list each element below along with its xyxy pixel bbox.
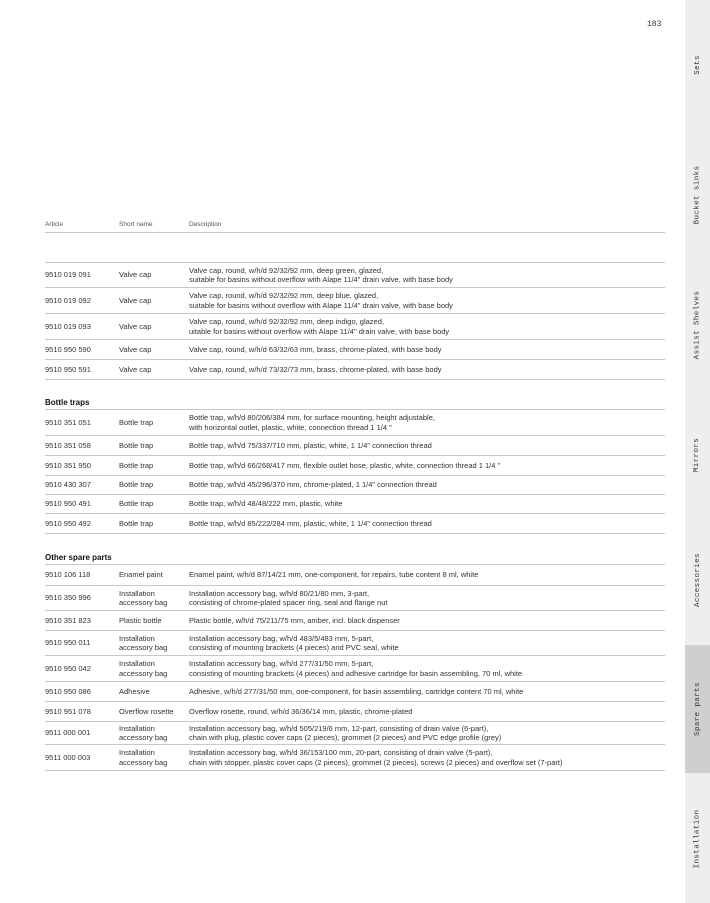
table-row: [45, 476, 665, 495]
short-name: Valve cap: [119, 270, 152, 280]
description: Installation accessory bag, w/h/d 483/5/483 mm, 5-part, consisting of mounting brackets (4 pieces) and PVC seal, white: [189, 633, 399, 652]
table-row: [45, 631, 665, 656]
table-row: [45, 360, 665, 380]
short-name: Bottle trap: [119, 460, 154, 470]
short-name: Installation accessory bag: [119, 723, 168, 742]
table-row: [45, 263, 665, 288]
article-number: 9510 351 950: [45, 460, 91, 470]
table-row: [45, 565, 665, 586]
table-row: [45, 410, 665, 436]
sidebar-tab-sets[interactable]: [685, 0, 710, 130]
sidebar-tab-mirrors[interactable]: [685, 390, 710, 520]
description: Bottle trap, w/h/d 75/337/710 mm, plastic, white, 1 1/4" connection thread: [189, 440, 432, 450]
article-number: 9510 106 118: [45, 570, 91, 580]
table-row: [45, 288, 665, 314]
article-number: 9510 351 823: [45, 615, 91, 625]
short-name: Bottle trap: [119, 417, 154, 427]
short-name: Enamel paint: [119, 570, 163, 580]
article-number: 9510 950 011: [45, 638, 91, 648]
table-row: [45, 514, 665, 534]
description: Bottle trap, w/h/d 66/268/417 mm, flexible outlet hose, plastic, white, connection thread 1 1/4 ": [189, 460, 501, 470]
header-article: Article: [45, 221, 64, 228]
sidebar-tab-assist-shelves[interactable]: [685, 260, 710, 390]
table-row: [45, 722, 665, 745]
short-name: Bottle trap: [119, 480, 154, 490]
short-name: Installation accessory bag: [119, 659, 168, 678]
header-description: Description: [189, 221, 222, 228]
description: Valve cap, round, w/h/d 92/32/92 mm, deep blue, glazed, suitable for basins without overflow with Alape 11/4" drain valve, with base body: [189, 291, 453, 310]
section-title-other-spare-parts: Other spare parts: [45, 553, 112, 562]
table-row: [45, 745, 665, 771]
header-short-name: Short name: [119, 221, 153, 228]
description: Bottle trap, w/h/d 45/296/370 mm, chrome-plated, 1 1/4" connection thread: [189, 480, 437, 490]
short-name: Installation accessory bag: [119, 588, 168, 607]
description: Valve cap, round, w/h/d 92/32/92 mm, deep indigo, glazed, uitable for basins without overflow with Alape 11/4" drain valve, with base body: [189, 317, 450, 336]
table-row: [45, 611, 665, 631]
article-number: 9510 951 078: [45, 706, 91, 716]
description: Bottle trap, w/h/d 80/206/384 mm, for surface mounting, height adjustable, with horizontal outlet, plastic, white, connection thread 1 1/4 ": [189, 413, 435, 432]
description: Overflow rosette, round, w/h/d 36/36/14 mm, plastic, chrome-plated: [189, 706, 413, 716]
table-row: [45, 702, 665, 722]
table-row: [45, 495, 665, 514]
article-number: 9510 019 093: [45, 321, 91, 331]
article-number: 9510 350 996: [45, 593, 91, 603]
article-number: 9510 019 091: [45, 270, 91, 280]
description: Installation accessory bag, w/h/d 36/153/100 mm, 20-part, consisting of drain valve (5-part), chain with stopper, plastic cover caps (2 pieces), grommet (2 pieces), screws (2 pieces) and overflow set (7-part): [189, 748, 563, 767]
table-row: [45, 586, 665, 611]
description: Installation accessory bag, w/h/d 277/31/50 mm, 5-part, consisting of mounting brackets (4 pieces) and adhesive cartridge for basin assembling, 70 ml, white: [189, 659, 523, 678]
short-name: Plastic bottle: [119, 615, 162, 625]
sidebar-tab-label: Installation: [693, 809, 702, 869]
description: Enamel paint, w/h/d 87/14/21 mm, one-component, for repairs, tube content 8 ml, white: [189, 570, 479, 580]
sidebar-tab-label: Sets: [693, 55, 702, 75]
description: Valve cap, round, w/h/d 73/32/73 mm, brass, chrome-plated, with base body: [189, 364, 442, 374]
short-name: Bottle trap: [119, 440, 154, 450]
description: Adhesive, w/h/d 277/31/50 mm, one-component, for basin assembling, cartridge content 70 ml, white: [189, 686, 524, 696]
description: Valve cap, round, w/h/d 63/32/63 mm, brass, chrome-plated, with base body: [189, 344, 442, 354]
article-number: 9510 950 042: [45, 663, 91, 673]
short-name: Installation accessory bag: [119, 633, 168, 652]
short-name: Valve cap: [119, 344, 152, 354]
article-number: 9510 351 058: [45, 440, 91, 450]
section-title-bottle-traps: Bottle traps: [45, 398, 90, 407]
sidebar-tab-label: Assist Shelves: [693, 290, 702, 360]
article-number: 9511 000 001: [45, 728, 91, 738]
sidebar-tab-spare-parts[interactable]: [685, 645, 710, 773]
table-row: [45, 340, 665, 360]
article-number: 9510 430 307: [45, 480, 91, 490]
short-name: Installation accessory bag: [119, 748, 168, 767]
short-name: Valve cap: [119, 364, 152, 374]
short-name: Adhesive: [119, 686, 150, 696]
article-number: 9510 950 591: [45, 364, 91, 374]
sidebar-tab-label: Spare parts: [693, 682, 702, 736]
short-name: Bottle trap: [119, 518, 154, 528]
table-row: [45, 682, 665, 702]
section-sidebar: [685, 0, 710, 903]
table-row: [45, 314, 665, 340]
description: Installation accessory bag, w/h/d 505/219/6 mm, 12-part, consisting of drain valve (6-part), chain with plug, plastic cover caps (2 pieces), grommet (2 pieces) and PVC edge profile (grey): [189, 723, 502, 742]
short-name: Bottle trap: [119, 499, 154, 509]
description: Valve cap, round, w/h/d 92/32/92 mm, deep green, glazed, suitable for basins without overflow with Alape 11/4" drain valve, with base body: [189, 265, 453, 284]
sidebar-tab-bucket-sinks[interactable]: [685, 130, 710, 260]
description: Bottle trap, w/h/d 85/222/284 mm, plastic, white, 1 1/4" connection thread: [189, 518, 432, 528]
page-number: 183: [647, 20, 662, 29]
sidebar-tab-installation[interactable]: [685, 775, 710, 903]
table-header: [45, 221, 665, 233]
short-name: Valve cap: [119, 295, 152, 305]
article-number: 9511 000 003: [45, 752, 91, 762]
article-number: 9510 950 086: [45, 686, 91, 696]
sidebar-tab-accessories[interactable]: [685, 515, 710, 645]
sidebar-tab-label: Accessories: [693, 553, 702, 607]
short-name: Overflow rosette: [119, 706, 174, 716]
sidebar-tab-label: Bucket sinks: [693, 165, 702, 225]
description: Installation accessory bag, w/h/d 80/21/80 mm, 3-part, consisting of chrome-plated spacer ring, seal and flange nut: [189, 588, 388, 607]
sidebar-tab-label: Mirrors: [693, 437, 702, 473]
article-number: 9510 950 492: [45, 518, 91, 528]
article-number: 9510 351 051: [45, 417, 91, 427]
table-row: [45, 656, 665, 682]
table-row: [45, 456, 665, 476]
table-row: [45, 436, 665, 456]
short-name: Valve cap: [119, 321, 152, 331]
article-number: 9510 950 590: [45, 344, 91, 354]
article-number: 9510 019 092: [45, 295, 91, 305]
article-number: 9510 950 491: [45, 499, 91, 509]
description: Bottle trap, w/h/d 48/48/222 mm, plastic, white: [189, 499, 343, 509]
description: Plastic bottle, w/h/d 75/211/75 mm, amber, incl. black dispenser: [189, 615, 400, 625]
